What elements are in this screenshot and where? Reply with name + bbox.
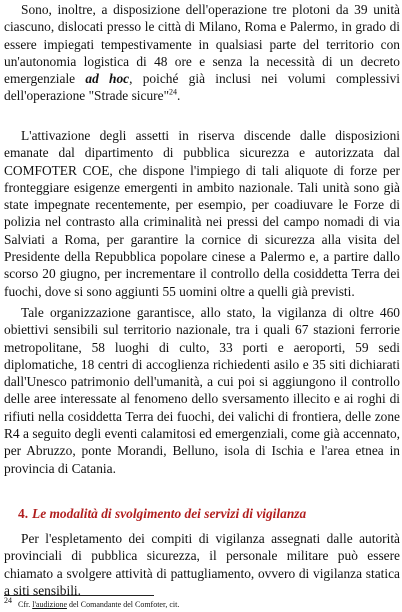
footnote-link[interactable]: l'audizione xyxy=(32,600,67,609)
paragraph-text: Sono, inoltre, a disposizione dell'operazione tre plotoni da 39 unità ciascuno, dislocati presso le città di Milano, Roma e Palermo, in grado di essere impiegati tempestivamente in qualsiasi parte del territorio con un'autonomia logistica di 48 ore e senza la necessità di un decreto emergenziale xyxy=(4,2,400,87)
section-heading xyxy=(4,505,400,522)
section-title: Le modalità di svolgimento dei servizi di vigilanza xyxy=(32,506,307,521)
paragraph-reserve-platoons xyxy=(4,1,400,105)
footnote xyxy=(4,596,400,610)
footnote-mark: 24 xyxy=(4,596,12,606)
emphasis-ad-hoc: ad hoc xyxy=(85,71,130,87)
section-number: 4. xyxy=(18,506,29,521)
paragraph-text: , poiché già inclusi nei volumi complessivi dell'operazione "Strade sicure" xyxy=(4,71,400,104)
footnote-text: Cfr. xyxy=(18,600,33,609)
footnote-reference[interactable]: 24 xyxy=(169,88,178,98)
paragraph-sensitive-sites: Tale organizzazione garantisce, allo stato, la vigilanza di oltre 460 obiettivi sensibili sul territorio nazionale, tra i quali 67 stazioni ferrorie metropolitane, 58 luoghi di culto, 33 porti e aeroporti, 59 sedi diplomatiche, 18 centri di accoglienza richiedenti asilo e 35 siti dichiarati dall'Unesco patrimonio dell'umanità, a cui poi si aggiungono il controllo delle aree interessate al fenomeno dello sversamento illecito e ai roghi di rifiuti nella cosiddetta Terra dei fuochi, dei valichi di frontiera, delle zone R4 a seguito degli eventi calamitosi ed emergenziali, come già accennato, per Abruzzo, ponte Morandi, Belluno, isola di Ischia e l'area etnea in provincia di Catania. xyxy=(4,305,400,476)
paragraph-patrol-duties: Per l'espletamento dei compiti di vigilanza assegnati dalle autorità provinciali di pubblica sicurezza, il personale militare può essere chiamato a svolgere attività di pattugliamento, ovvero di vigilanza statica a siti sensibili. xyxy=(4,531,400,598)
footnote-text: del Comandante del Comfoter, cit. xyxy=(67,600,180,609)
paragraph-text: . xyxy=(177,88,181,104)
footnote-divider xyxy=(4,595,154,596)
paragraph-reserve-activation: L'attivazione degli assetti in riserva discende dalle disposizioni emanate dal dipartimento di pubblica sicurezza e autorizzata dal COMFOTER COE, che dispone l'impiego di tali aliquote di forze per fronteggiare esigenze emergenti in ambito nazionale. Tali unità sono già state impegnate recentemente, per esempio, per coadiuvare le Forze di polizia nel contrasto alla criminalità nei pressi del campo nomadi di via Salviati a Roma, per garantire la cornice di sicurezza alla visita del Presidente della Repubblica popolare cinese a Palermo e, a partire dallo scorso 20 giugno, per incrementare il controllo della cosiddetta Terra dei fuochi, dove si sono aggiunti 55 uomini oltre a quelli già previsti. xyxy=(4,128,400,299)
